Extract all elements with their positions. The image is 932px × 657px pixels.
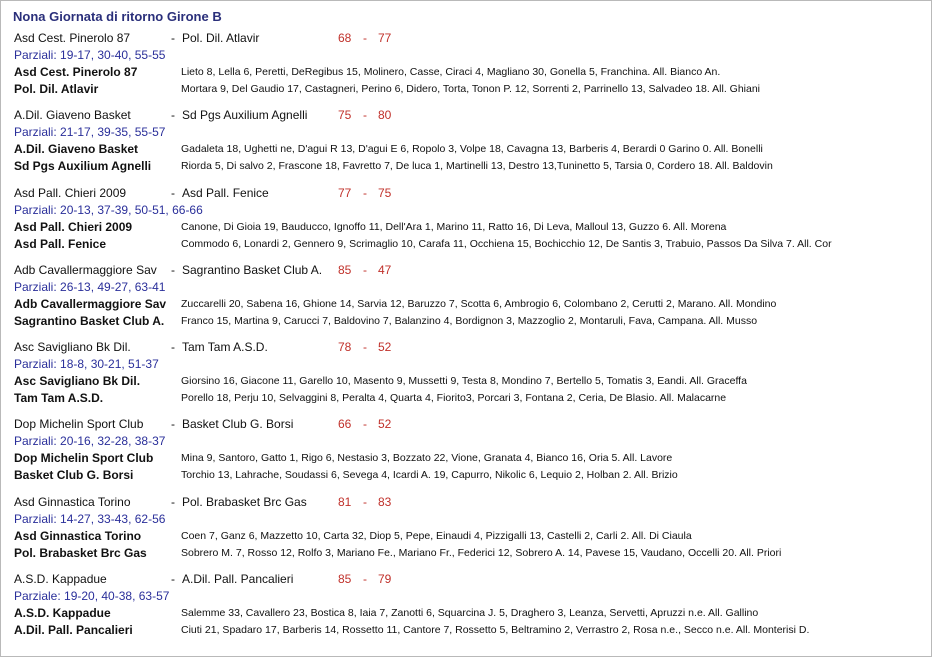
partial-scores: Parziali: 19-17, 30-40, 55-55: [14, 48, 166, 62]
away-players: Porello 18, Perju 10, Selvaggini 8, Peralta 4, Quarta 4, Fiorito3, Porcari 3, Fontana 2, Ceria, De Blasio. All. Malacarne: [181, 392, 727, 404]
away-players: Torchio 13, Lahrache, Soudassi 6, Sevega 4, Icardi A. 19, Capurro, Nikolic 6, Lequio 2, Holban 2. All. Brizio: [181, 469, 678, 481]
match-block: [1, 30, 931, 107]
away-players: Commodo 6, Lonardi 2, Gennero 9, Scrimaglio 10, Carafa 11, Occhiena 15, Bochicchio 12, De Santis 3, Trabuio, Passos Da Silva 7. All. Cor: [181, 238, 832, 250]
team-separator: -: [171, 108, 175, 122]
home-team-name: Asd Cest. Pinerolo 87: [14, 31, 131, 45]
match-block: [1, 416, 931, 493]
team-separator: -: [171, 417, 175, 431]
home-score: 78: [338, 340, 352, 354]
match-block: [1, 262, 931, 339]
score-dash: -: [363, 263, 367, 277]
team-separator: -: [171, 572, 175, 586]
home-players: Giorsino 16, Giacone 11, Garello 10, Masento 9, Mussetti 9, Testa 8, Mondino 7, Bertello 5, Tomatis 3, Eandi. All. Graceffa: [181, 375, 747, 387]
home-team-label: Adb Cavallermaggiore Sav: [14, 297, 167, 311]
match-block: [1, 185, 931, 262]
home-score: 85: [338, 572, 352, 586]
away-team-name: Pol. Brabasket Brc Gas: [182, 495, 307, 509]
match-block: [1, 571, 931, 648]
score-dash: -: [363, 186, 367, 200]
home-score: 77: [338, 186, 352, 200]
away-team-name: Pol. Dil. Atlavir: [182, 31, 260, 45]
partial-scores: Parziali: 20-13, 37-39, 50-51, 66-66: [14, 203, 203, 217]
away-team-name: Sagrantino Basket Club A.: [182, 263, 323, 277]
away-players: Mortara 9, Del Gaudio 17, Castagneri, Perino 6, Didero, Torta, Tonon P. 12, Sorrenti 2, Parrinello 13, Salvadeo 18. All. Ghiani: [181, 83, 761, 95]
team-separator: -: [171, 186, 175, 200]
page-title: Nona Giornata di ritorno Girone B: [13, 9, 222, 24]
away-team-label: Asd Pall. Fenice: [14, 237, 107, 251]
away-team-name: Sd Pgs Auxilium Agnelli: [182, 108, 308, 122]
away-team-label: Basket Club G. Borsi: [14, 468, 134, 482]
away-score: 52: [378, 340, 392, 354]
team-separator: -: [171, 263, 175, 277]
partial-scores: Parziali: 21-17, 39-35, 55-57: [14, 125, 166, 139]
home-team-name: Asc Savigliano Bk Dil.: [14, 340, 131, 354]
partial-scores: Parziale: 19-20, 40-38, 63-57: [14, 589, 170, 603]
partial-scores: Parziali: 20-16, 32-28, 38-37: [14, 434, 166, 448]
score-dash: -: [363, 31, 367, 45]
home-score: 75: [338, 108, 352, 122]
partial-scores: Parziali: 26-13, 49-27, 63-41: [14, 280, 166, 294]
home-score: 85: [338, 263, 352, 277]
home-team-label: A.Dil. Giaveno Basket: [14, 142, 139, 156]
score-dash: -: [363, 340, 367, 354]
home-team-label: Dop Michelin Sport Club: [14, 451, 154, 465]
away-team-name: Tam Tam A.S.D.: [182, 340, 268, 354]
away-score: 79: [378, 572, 392, 586]
score-dash: -: [363, 108, 367, 122]
match-block: [1, 494, 931, 571]
away-team-label: Pol. Dil. Atlavir: [14, 82, 99, 96]
away-team-name: Asd Pall. Fenice: [182, 186, 269, 200]
away-team-label: Pol. Brabasket Brc Gas: [14, 546, 147, 560]
team-separator: -: [171, 340, 175, 354]
away-score: 52: [378, 417, 392, 431]
home-team-label: Asd Ginnastica Torino: [14, 529, 142, 543]
home-players: Lieto 8, Lella 6, Peretti, DeRegibus 15, Molinero, Casse, Ciraci 4, Magliano 30, Gonella 5, Franchina. All. Bianco An.: [181, 66, 721, 78]
team-separator: -: [171, 495, 175, 509]
away-players: Sobrero M. 7, Rosso 12, Rolfo 3, Mariano Fe., Mariano Fr., Federici 12, Sobrero A. 14, Pavese 15, Vaudano, Occelli 20. All. Priori: [181, 547, 782, 559]
partial-scores: Parziali: 14-27, 33-43, 62-56: [14, 512, 166, 526]
away-team-label: Sagrantino Basket Club A.: [14, 314, 165, 328]
home-players: Salemme 33, Cavallero 23, Bostica 8, Iaia 7, Zanotti 6, Squarcina J. 5, Draghero 3, Leanza, Servetti, Apruzzi n.e. All. Gallino: [181, 607, 759, 619]
match-block: [1, 107, 931, 184]
away-team-name: Basket Club G. Borsi: [182, 417, 294, 431]
away-score: 80: [378, 108, 392, 122]
home-team-name: A.Dil. Giaveno Basket: [14, 108, 131, 122]
team-separator: -: [171, 31, 175, 45]
away-score: 83: [378, 495, 392, 509]
home-team-name: Adb Cavallermaggiore Sav: [14, 263, 157, 277]
away-players: Franco 15, Martina 9, Carucci 7, Baldovino 7, Balanzino 4, Bordignon 3, Mazzoglio 2, Montaruli, Fava, Campana. All. Musso: [181, 315, 758, 327]
match-block: [1, 339, 931, 416]
score-dash: -: [363, 572, 367, 586]
home-players: Gadaleta 18, Ughetti ne, D'agui R 13, D'agui E 6, Ropolo 3, Volpe 18, Cavagna 13, Barberis 4, Berardi 0 Garino 0. All. Bonelli: [181, 143, 763, 155]
home-players: Zuccarelli 20, Sabena 16, Ghione 14, Sarvia 12, Baruzzo 7, Scotta 6, Ambrogio 6, Colombano 2, Cerutti 2, Marano. All. Mondino: [181, 298, 777, 310]
home-players: Canone, Di Gioia 19, Bauducco, Ignoffo 11, Dell'Ara 1, Marino 11, Ratto 16, Di Leva, Malloul 13, Guzzo 6. All. Morena: [181, 221, 727, 233]
away-team-label: Tam Tam A.S.D.: [14, 391, 104, 405]
home-players: Mina 9, Santoro, Gatto 1, Rigo 6, Nestasio 3, Bozzato 22, Vione, Granata 4, Bianco 16, Oria 5. All. Lavore: [181, 452, 673, 464]
home-score: 66: [338, 417, 352, 431]
away-players: Ciuti 21, Spadaro 17, Barberis 14, Rossetto 11, Cantore 7, Rossetto 5, Beltramino 2, Verrastro 2, Rosa n.e., Secco n.e. All. Monterisi D.: [181, 624, 810, 636]
home-team-label: Asd Cest. Pinerolo 87: [14, 65, 138, 79]
away-score: 77: [378, 31, 392, 45]
away-players: Riorda 5, Di salvo 2, Frascone 18, Favretto 7, De luca 1, Martinelli 13, Destro 13,Tuninetto 5, Tarsia 0, Cordero 18. All. Baldovin: [181, 160, 773, 172]
home-team-name: Asd Pall. Chieri 2009: [14, 186, 127, 200]
away-team-name: A.Dil. Pall. Pancalieri: [182, 572, 294, 586]
home-team-label: Asd Pall. Chieri 2009: [14, 220, 133, 234]
home-team-name: A.S.D. Kappadue: [14, 572, 107, 586]
away-team-label: A.Dil. Pall. Pancalieri: [14, 623, 133, 637]
home-players: Coen 7, Ganz 6, Mazzetto 10, Carta 32, Diop 5, Pepe, Einaudi 4, Pizzigalli 13, Castelli 2, Carli 2. All. Di Ciaula: [181, 530, 692, 542]
score-dash: -: [363, 495, 367, 509]
home-score: 81: [338, 495, 352, 509]
away-score: 47: [378, 263, 392, 277]
away-score: 75: [378, 186, 392, 200]
home-score: 68: [338, 31, 352, 45]
home-team-name: Dop Michelin Sport Club: [14, 417, 144, 431]
home-team-label: Asc Savigliano Bk Dil.: [14, 374, 141, 388]
partial-scores: Parziali: 18-8, 30-21, 51-37: [14, 357, 159, 371]
away-team-label: Sd Pgs Auxilium Agnelli: [14, 159, 152, 173]
home-team-name: Asd Ginnastica Torino: [14, 495, 131, 509]
home-team-label: A.S.D. Kappadue: [14, 606, 111, 620]
score-dash: -: [363, 417, 367, 431]
